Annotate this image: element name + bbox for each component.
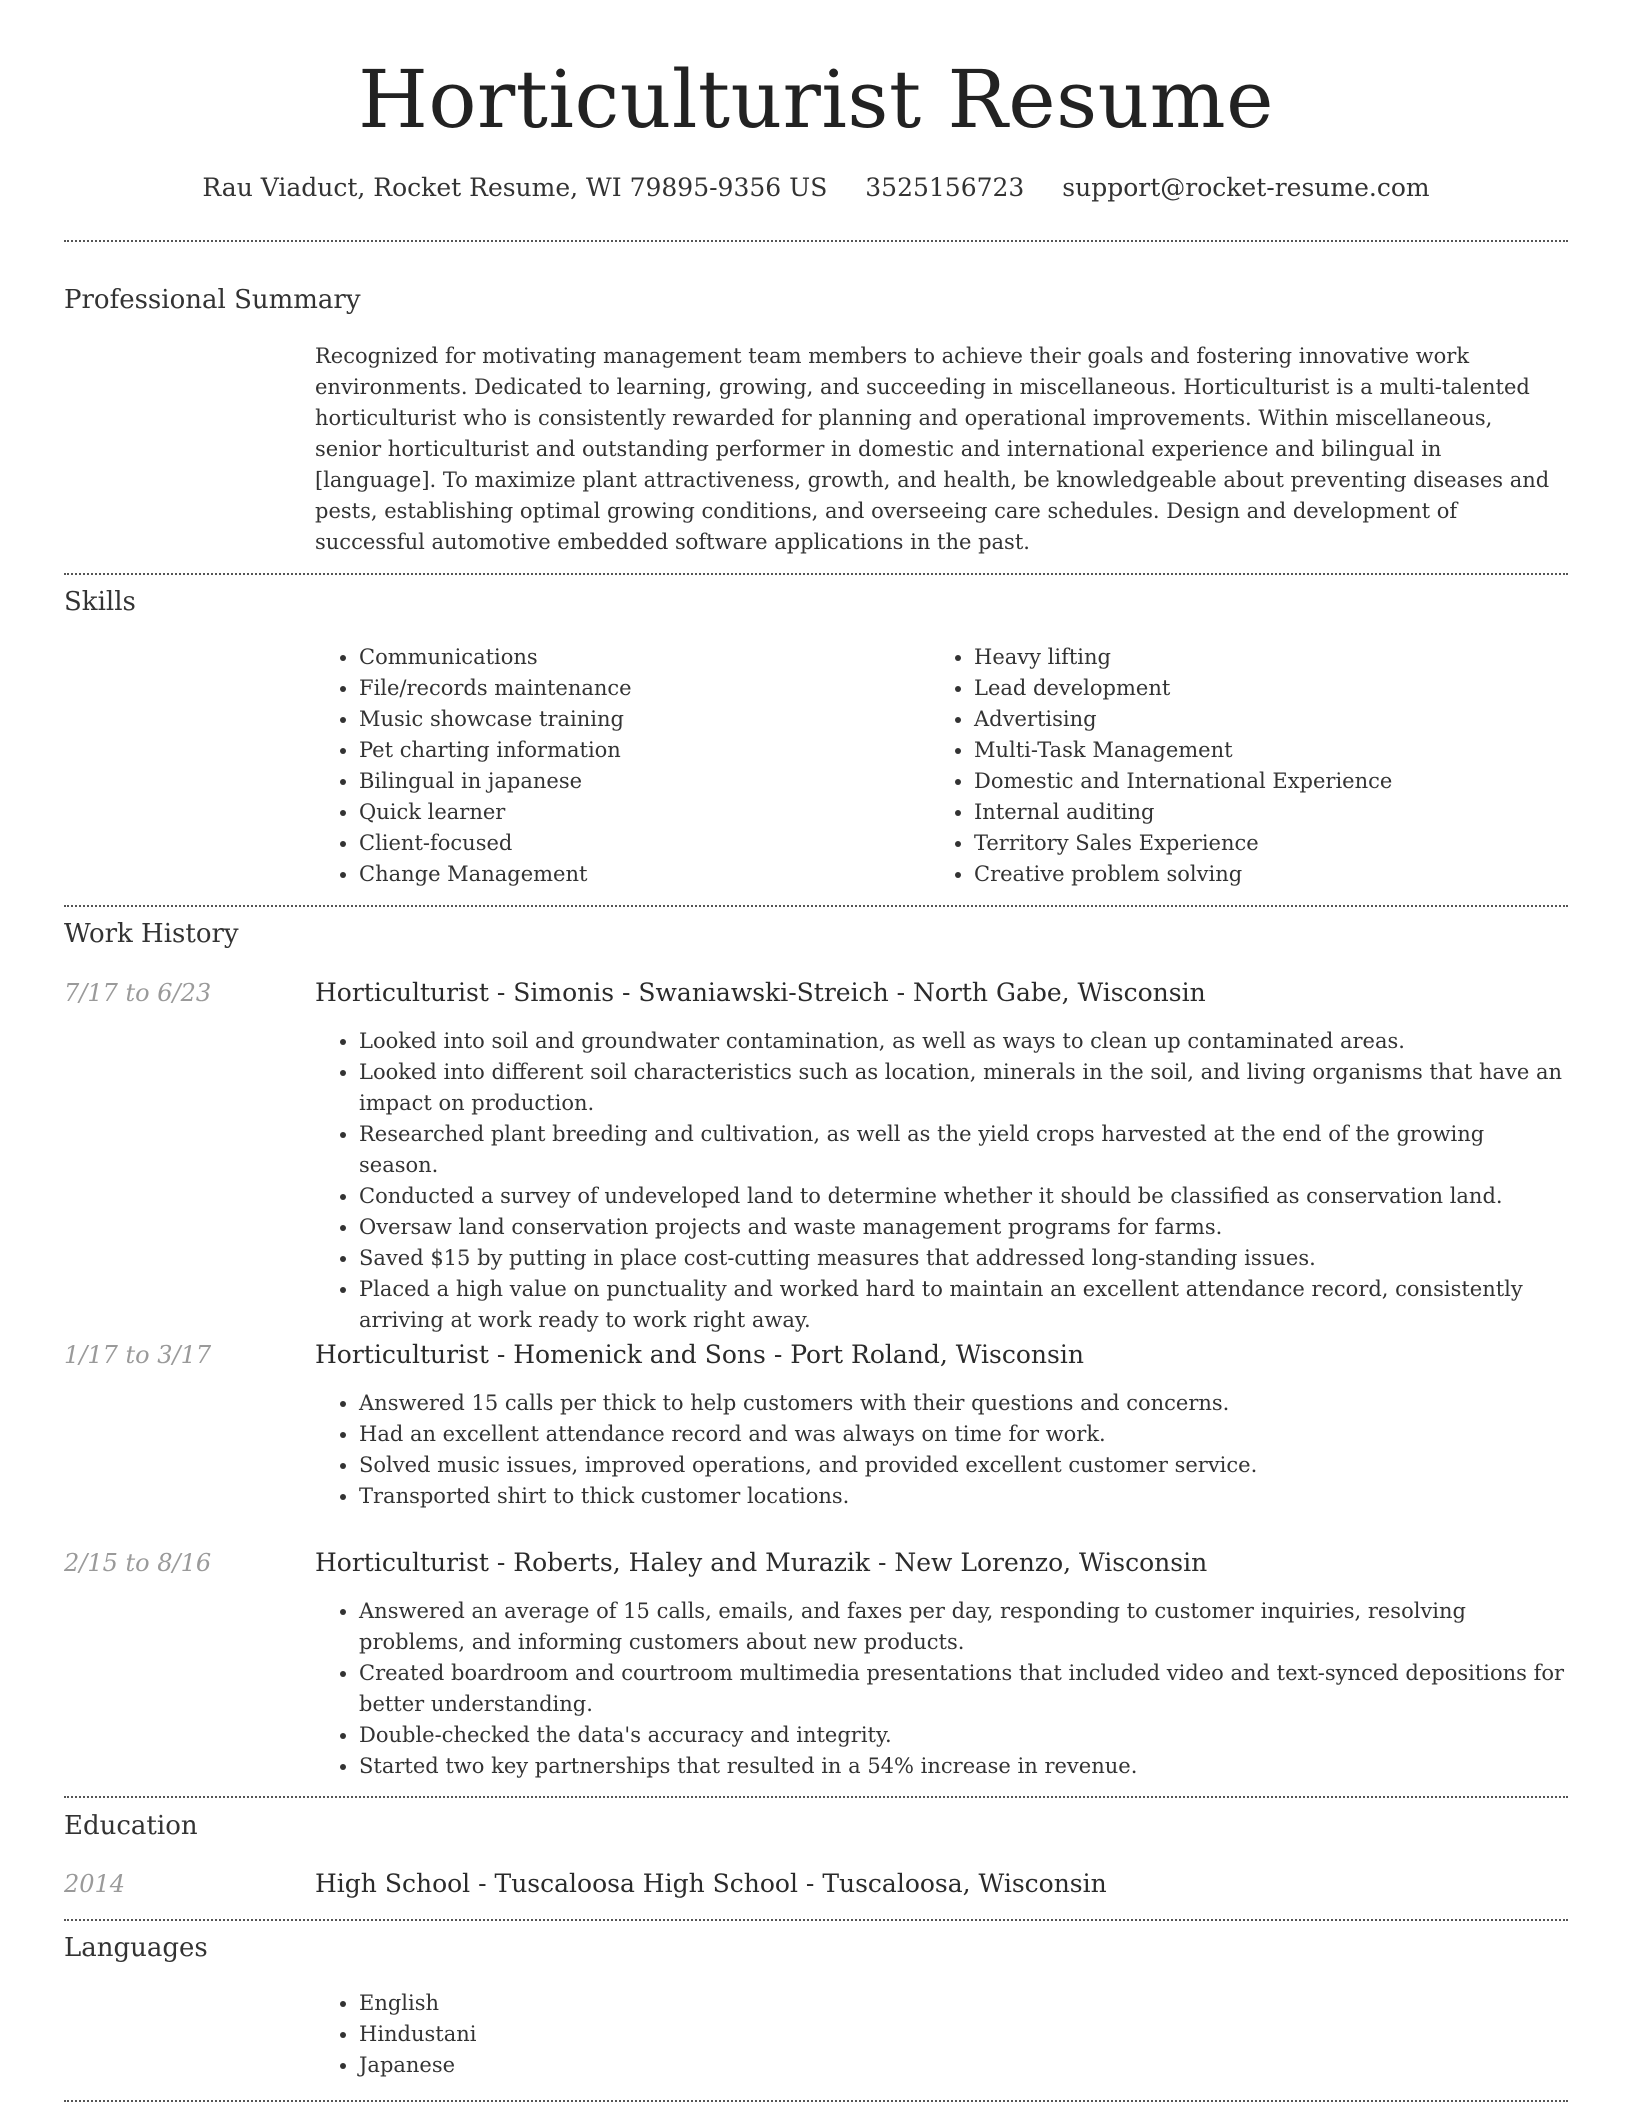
skill-item: • Internal auditing: [974, 797, 1594, 828]
education-year: 2014: [64, 1870, 126, 1898]
job-title: Horticulturist - Homenick and Sons - Port Roland, Wisconsin: [315, 1340, 1084, 1369]
summary-heading: Professional Summary: [64, 285, 361, 315]
skill-item: • Communications: [359, 642, 959, 673]
skills-list-left: [315, 642, 959, 890]
skills-list-right: [930, 642, 1594, 890]
section-divider: [64, 240, 1568, 242]
education-entry: High School - Tuscaloosa High School - Tuscaloosa, Wisconsin: [315, 1869, 1107, 1898]
skills-heading: Skills: [64, 587, 136, 617]
education-heading: Education: [64, 1811, 198, 1841]
job-bullet: • Solved music issues, improved operations, and provided excellent customer service.: [359, 1450, 1565, 1481]
section-divider: [64, 905, 1568, 907]
skill-item: • Music showcase training: [359, 704, 959, 735]
job-dates: 2/15 to 8/16: [64, 1549, 212, 1577]
contact-address: Rau Viaduct, Rocket Resume, WI 79895-9356 US: [202, 173, 828, 202]
contact-phone: 3525156723: [865, 173, 1025, 202]
contact-line: [0, 172, 1632, 204]
job-bullet: • Placed a high value on punctuality and worked hard to maintain an excellent attendance record, consistently arriving at work ready to work right away.: [359, 1274, 1565, 1336]
skill-item: • Bilingual in japanese: [359, 766, 959, 797]
resume-title: Horticulturist Resume: [358, 53, 1274, 146]
job-bullet: • Answered 15 calls per thick to help customers with their questions and concerns.: [359, 1388, 1565, 1419]
job-bullet: • Started two key partnerships that resulted in a 54% increase in revenue.: [359, 1751, 1565, 1782]
skill-item: • Creative problem solving: [974, 859, 1594, 890]
section-divider: [64, 2100, 1568, 2102]
job-bullet: • Saved $15 by putting in place cost-cutting measures that addressed long-standing issues.: [359, 1243, 1565, 1274]
job-bullet: • Double-checked the data's accuracy and integrity.: [359, 1720, 1565, 1751]
skill-item: • Change Management: [359, 859, 959, 890]
skill-item: • Client-focused: [359, 828, 959, 859]
section-divider: [64, 1919, 1568, 1921]
language-item: • English: [359, 1988, 959, 2019]
skill-item: • Lead development: [974, 673, 1594, 704]
skill-item: • Quick learner: [359, 797, 959, 828]
job-title: Horticulturist - Roberts, Haley and Murazik - New Lorenzo, Wisconsin: [315, 1548, 1208, 1577]
job-bullet: • Answered an average of 15 calls, emails, and faxes per day, responding to customer inquiries, resolving problems, and informing customers about new products.: [359, 1596, 1565, 1658]
contact-email: support@rocket-resume.com: [1062, 173, 1430, 202]
skill-item: • Advertising: [974, 704, 1594, 735]
summary-text: Recognized for motivating management team members to achieve their goals and fostering innovative work environments. Dedicated to learning, growing, and succeeding in miscellaneous. Horticulturist is a multi-talented horticulturist who is consistently rewarded for planning and operational improvements. Within miscellaneous, senior horticulturist and outstanding performer in domestic and international experience and bilingual in [language]. To maximize plant attractiveness, growth, and health, be knowledgeable about preventing diseases and pests, establishing optimal growing conditions, and overseeing care schedules. Design and development of successful automotive embedded software applications in the past.: [315, 344, 1550, 554]
job-bullets: [315, 1388, 1565, 1512]
language-item: • Japanese: [359, 2050, 959, 2081]
skill-item: • Domestic and International Experience: [974, 766, 1594, 797]
job-bullet: • Created boardroom and courtroom multimedia presentations that included video and text-synced depositions for better understanding.: [359, 1658, 1565, 1720]
languages-heading: Languages: [64, 1933, 208, 1963]
languages-list: [315, 1988, 959, 2081]
skill-item: • File/records maintenance: [359, 673, 959, 704]
section-divider: [64, 1796, 1568, 1798]
job-bullets: [315, 1026, 1565, 1336]
work-heading: Work History: [64, 919, 239, 949]
job-bullets: [315, 1596, 1565, 1782]
job-bullet: • Conducted a survey of undeveloped land to determine whether it should be classified as conservation land.: [359, 1181, 1565, 1212]
language-item: • Hindustani: [359, 2019, 959, 2050]
job-bullet: • Looked into soil and groundwater contamination, as well as ways to clean up contaminated areas.: [359, 1026, 1565, 1057]
job-title: Horticulturist - Simonis - Swaniawski-Streich - North Gabe, Wisconsin: [315, 978, 1206, 1007]
job-bullet: • Researched plant breeding and cultivation, as well as the yield crops harvested at the end of the growing season.: [359, 1119, 1565, 1181]
job-bullet: • Looked into different soil characteristics such as location, minerals in the soil, and living organisms that have an impact on production.: [359, 1057, 1565, 1119]
job-dates: 1/17 to 3/17: [64, 1341, 212, 1369]
skill-item: • Multi-Task Management: [974, 735, 1594, 766]
job-bullet: • Oversaw land conservation projects and waste management programs for farms.: [359, 1212, 1565, 1243]
job-bullet: • Had an excellent attendance record and was always on time for work.: [359, 1419, 1565, 1450]
skill-item: • Territory Sales Experience: [974, 828, 1594, 859]
skill-item: • Heavy lifting: [974, 642, 1594, 673]
job-bullet: • Transported shirt to thick customer locations.: [359, 1481, 1565, 1512]
job-dates: 7/17 to 6/23: [64, 979, 212, 1007]
section-divider: [64, 573, 1568, 575]
skill-item: • Pet charting information: [359, 735, 959, 766]
